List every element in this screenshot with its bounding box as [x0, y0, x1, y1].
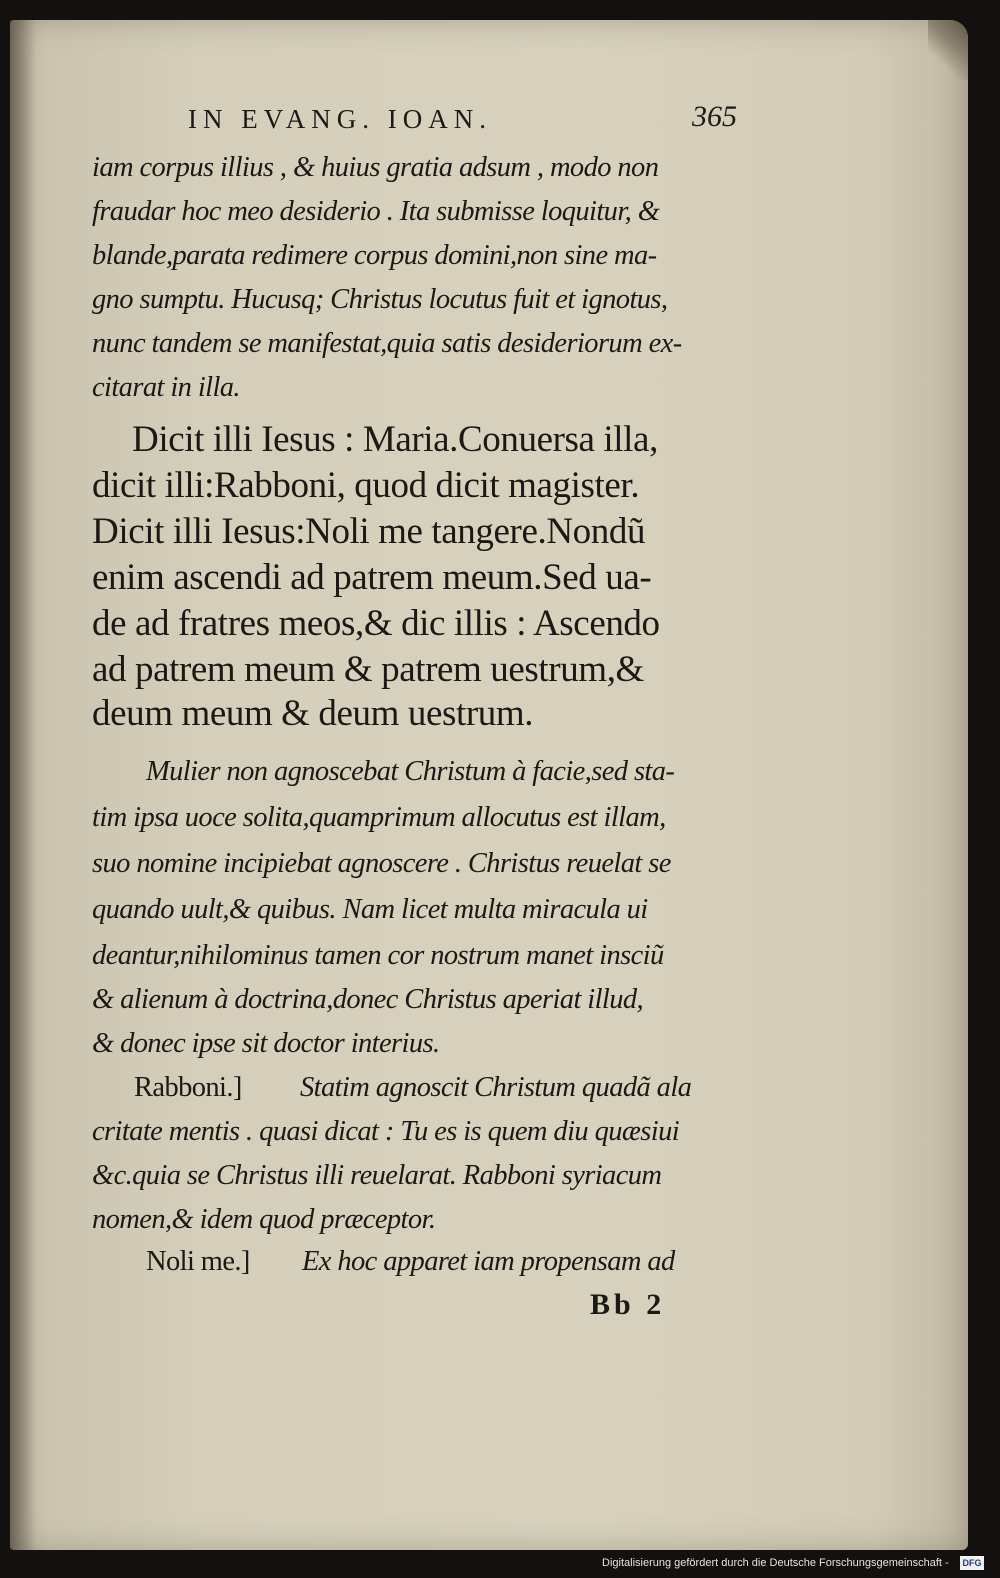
scripture-line: Dicit illi Iesus : Maria.Conuersa illa, — [132, 419, 658, 460]
rabboni-note-line: &c.quia se Christus illi reuelarat. Rabboni syriacum — [92, 1160, 662, 1191]
rabboni-note-line: Statim agnoscit Christum quadã ala — [300, 1072, 692, 1103]
commentary-line: deantur,nihilominus tamen cor nostrum manet insciũ — [92, 940, 664, 971]
paragraph1-line: citarat in illa. — [92, 372, 240, 403]
paragraph1-line: nunc tandem se manifestat,quia satis desideriorum ex- — [92, 328, 682, 359]
paragraph1-line: fraudar hoc meo desiderio . Ita submisse loquitur, & — [92, 196, 660, 227]
rabboni-note-line: critate mentis . quasi dicat : Tu es is quem diu quæsiui — [92, 1116, 680, 1147]
rabboni-note-line: nomen,& idem quod præceptor. — [92, 1204, 436, 1235]
rabboni-lemma: Rabboni.] — [134, 1072, 242, 1103]
page-number: 365 — [692, 100, 737, 133]
commentary-line: & alienum à doctrina,donec Christus aperiat illud, — [92, 984, 644, 1015]
paragraph1-line: blande,parata redimere corpus domini,non sine ma- — [92, 240, 657, 271]
commentary-line: tim ipsa uoce solita,quamprimum allocutus est illam, — [92, 802, 666, 833]
noli-me-lemma: Noli me.] — [146, 1246, 250, 1277]
commentary-line: suo nomine incipiebat agnoscere . Christus reuelat se — [92, 848, 671, 879]
scripture-line: de ad fratres meos,& dic illis : Ascendo — [92, 603, 660, 644]
spine-shadow — [10, 20, 36, 1550]
paragraph1-line: gno sumptu. Hucusq; Christus locutus fuit et ignotus, — [92, 284, 668, 315]
scripture-line: enim ascendi ad patrem meum.Sed ua- — [92, 557, 652, 598]
scripture-line: dicit illi:Rabboni, quod dicit magister. — [92, 465, 640, 506]
signature-mark: Bb 2 — [590, 1288, 666, 1321]
scripture-line: Dicit illi Iesus:Noli me tangere.Nondũ — [92, 511, 646, 552]
scripture-line: ad patrem meum & patrem uestrum,& — [92, 649, 644, 690]
dfg-logo: DFG — [960, 1556, 984, 1570]
running-head: IN EVANG. IOAN. — [188, 104, 492, 134]
page-corner-fold — [928, 20, 968, 80]
noli-me-note-line: Ex hoc apparet iam propensam ad — [302, 1246, 675, 1277]
commentary-line: Mulier non agnoscebat Christum à facie,sed sta- — [146, 756, 675, 787]
funder-note: Digitalisierung gefördert durch die Deutsche Forschungsgemeinschaft - — [602, 1557, 949, 1569]
commentary-line: & donec ipse sit doctor interius. — [92, 1028, 440, 1059]
paragraph1-line: iam corpus illius , & huius gratia adsum , modo non — [92, 152, 659, 183]
scripture-line: deum meum & deum uestrum. — [92, 693, 534, 734]
commentary-line: quando uult,& quibus. Nam licet multa miracula ui — [92, 894, 648, 925]
